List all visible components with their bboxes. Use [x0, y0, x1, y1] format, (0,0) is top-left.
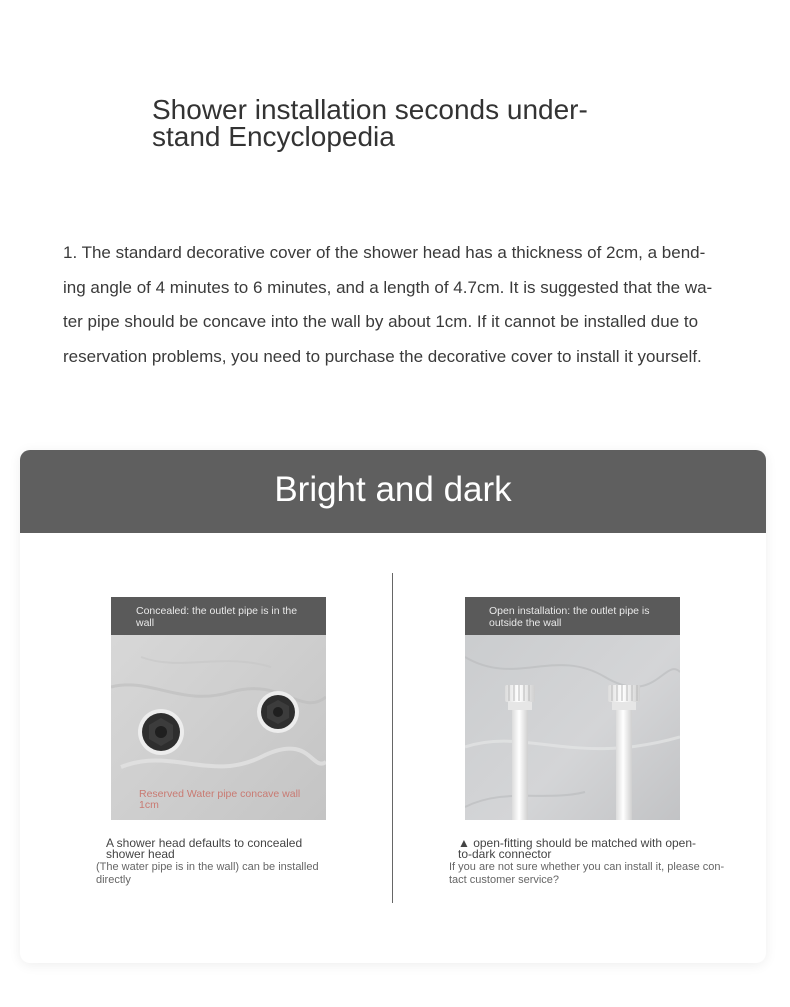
- open-subcaption: If you are not sure whether you can install it, please con-tact customer service?: [449, 861, 725, 886]
- concealed-caption: A shower head defaults to concealed shower head: [106, 836, 303, 861]
- pipe-hole-right-icon: [257, 691, 299, 733]
- section-title: Bright and dark: [274, 470, 512, 509]
- open-label: Open installation: the outlet pipe is outside the wall: [489, 605, 650, 629]
- open-photo: [465, 597, 680, 820]
- page-title: Shower installation seconds under-stand Encyclopedia: [152, 94, 588, 152]
- concealed-note: Reserved Water pipe concave wall 1cm: [139, 788, 301, 811]
- concealed-label: Concealed: the outlet pipe is in the wall: [136, 605, 298, 629]
- concealed-photo: [111, 597, 326, 820]
- section-header: [20, 450, 766, 533]
- pipe-hole-left-icon: [138, 709, 184, 755]
- concealed-subcaption: (The water pipe is in the wall) can be installed directly: [96, 861, 319, 886]
- column-divider: [392, 573, 393, 903]
- comparison-card: [20, 450, 766, 963]
- open-caption: ▲ open-fitting should be matched with open-to-dark connector: [458, 836, 697, 861]
- intro-paragraph: 1. The standard decorative cover of the shower head has a thickness of 2cm, a bend-ing angle of 4 minutes to 6 minutes, and a length of 4.7cm. It is suggested that the wa-ter pipe should be concave into the wall by about 1cm. If it cannot be installed due to reservation problems, you need to purchase the decorative cover to install it yourself.: [63, 243, 713, 367]
